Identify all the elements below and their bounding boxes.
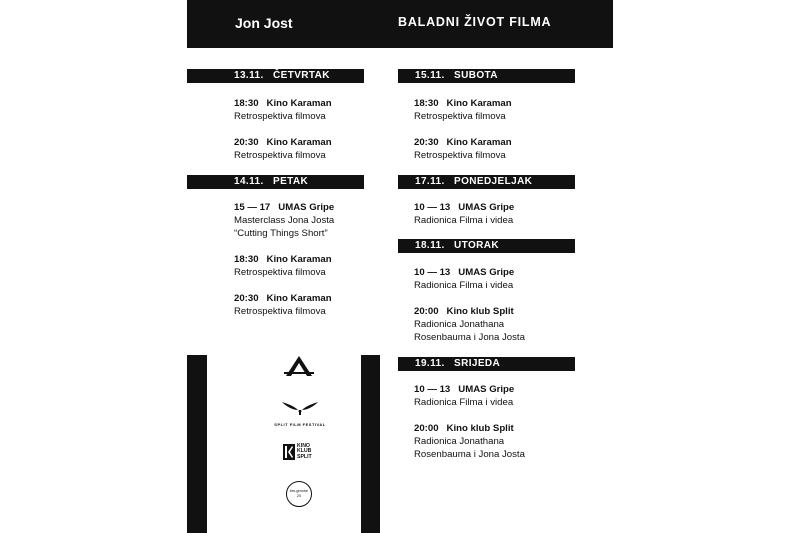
event-time: 18:30 — [234, 98, 259, 109]
event — [414, 266, 514, 292]
whale-tail-icon — [280, 400, 320, 416]
event-desc: Radionica Jonathana — [414, 319, 505, 330]
day-name: PONEDJELJAK — [454, 176, 533, 187]
day-date: 18.11. — [415, 240, 445, 251]
event-time: 10 — 13 — [414, 384, 451, 395]
event-place: Kino klub Split — [446, 306, 514, 317]
event-desc: Retrospektiva filmova — [234, 150, 326, 161]
kks-mark-icon — [283, 444, 295, 460]
day-header — [187, 69, 364, 83]
event-place: UMAS Gripe — [458, 267, 515, 278]
event-desc: Retrospektiva filmova — [234, 111, 326, 122]
event — [414, 422, 525, 461]
event — [414, 201, 514, 227]
event-time: 20:00 — [414, 306, 439, 317]
event-time: 20:30 — [414, 137, 439, 148]
event — [234, 136, 332, 162]
split-film-festival-logo — [271, 400, 329, 426]
day-date: 14.11. — [234, 176, 264, 187]
event — [414, 136, 512, 162]
academy-a-logo-icon — [284, 355, 314, 377]
event — [414, 383, 514, 409]
event-place: Kino Karaman — [266, 98, 332, 109]
event-desc: Radionica Jonathana — [414, 436, 505, 447]
event-desc: Radionica Filma i videa — [414, 280, 514, 291]
event-time: 20:30 — [234, 137, 259, 148]
day-header — [398, 175, 575, 189]
event-desc: Retrospektiva filmova — [234, 267, 326, 278]
day-date: 15.11. — [415, 70, 445, 81]
day-header — [187, 175, 364, 189]
day-name: PETAK — [273, 176, 309, 187]
event-desc: Rosenbauma i Jona Josta — [414, 332, 525, 343]
circle-logo-text: tim-gmohe 20 — [290, 489, 308, 498]
event-place: UMAS Gripe — [458, 202, 515, 213]
event-time: 18:30 — [414, 98, 439, 109]
event-time: 18:30 — [234, 254, 259, 265]
event-place: Kino Karaman — [266, 293, 332, 304]
event-time: 20:00 — [414, 423, 439, 434]
event-place: UMAS Gripe — [278, 202, 335, 213]
day-name: UTORAK — [454, 240, 499, 251]
event-desc: Retrospektiva filmova — [414, 111, 506, 122]
day-date: 13.11. — [234, 70, 264, 81]
event — [414, 97, 512, 123]
event-time: 15 — 17 — [234, 202, 271, 213]
day-name: ČETVRTAK — [273, 70, 330, 81]
day-name: SUBOTA — [454, 70, 498, 81]
event-place: Kino Karaman — [266, 254, 332, 265]
event-time: 20:30 — [234, 293, 259, 304]
event-desc: Radionica Filma i videa — [414, 215, 514, 226]
event-place: Kino Karaman — [446, 137, 512, 148]
event-desc: Retrospektiva filmova — [414, 150, 506, 161]
event-desc: Radionica Filma i videa — [414, 397, 514, 408]
event — [234, 292, 332, 318]
event-desc: Rosenbauma i Jona Josta — [414, 449, 525, 460]
event-desc: “Cutting Things Short” — [234, 228, 328, 239]
event-place: Kino Karaman — [446, 98, 512, 109]
kino-klub-split-logo — [283, 444, 319, 462]
day-header — [398, 357, 575, 371]
decorative-stripe-right — [361, 355, 380, 533]
day-date: 17.11. — [415, 176, 445, 187]
event-desc: Retrospektiva filmova — [234, 306, 326, 317]
event — [414, 305, 525, 344]
event — [234, 97, 332, 123]
event-place: Kino Karaman — [266, 137, 332, 148]
event-time: 10 — 13 — [414, 267, 451, 278]
day-header — [398, 239, 575, 253]
event-place: Kino klub Split — [446, 423, 514, 434]
event — [234, 253, 332, 279]
day-name: SRIJEDA — [454, 358, 501, 369]
event — [234, 201, 334, 240]
decorative-stripe-left — [187, 355, 207, 533]
author-name: Jon Jost — [235, 15, 293, 31]
event-desc: Masterclass Jona Josta — [234, 215, 335, 226]
event-time: 10 — 13 — [414, 202, 451, 213]
kks-logo-text: KINO KLUB SPLIT — [297, 443, 312, 460]
day-date: 19.11. — [415, 358, 445, 369]
circle-logo — [286, 481, 312, 507]
event-place: UMAS Gripe — [458, 384, 515, 395]
day-header — [398, 69, 575, 83]
sff-logo-text: SPLIT FILM FESTIVAL — [274, 422, 326, 427]
program-title: BALADNI ŽIVOT FILMA — [398, 15, 552, 29]
